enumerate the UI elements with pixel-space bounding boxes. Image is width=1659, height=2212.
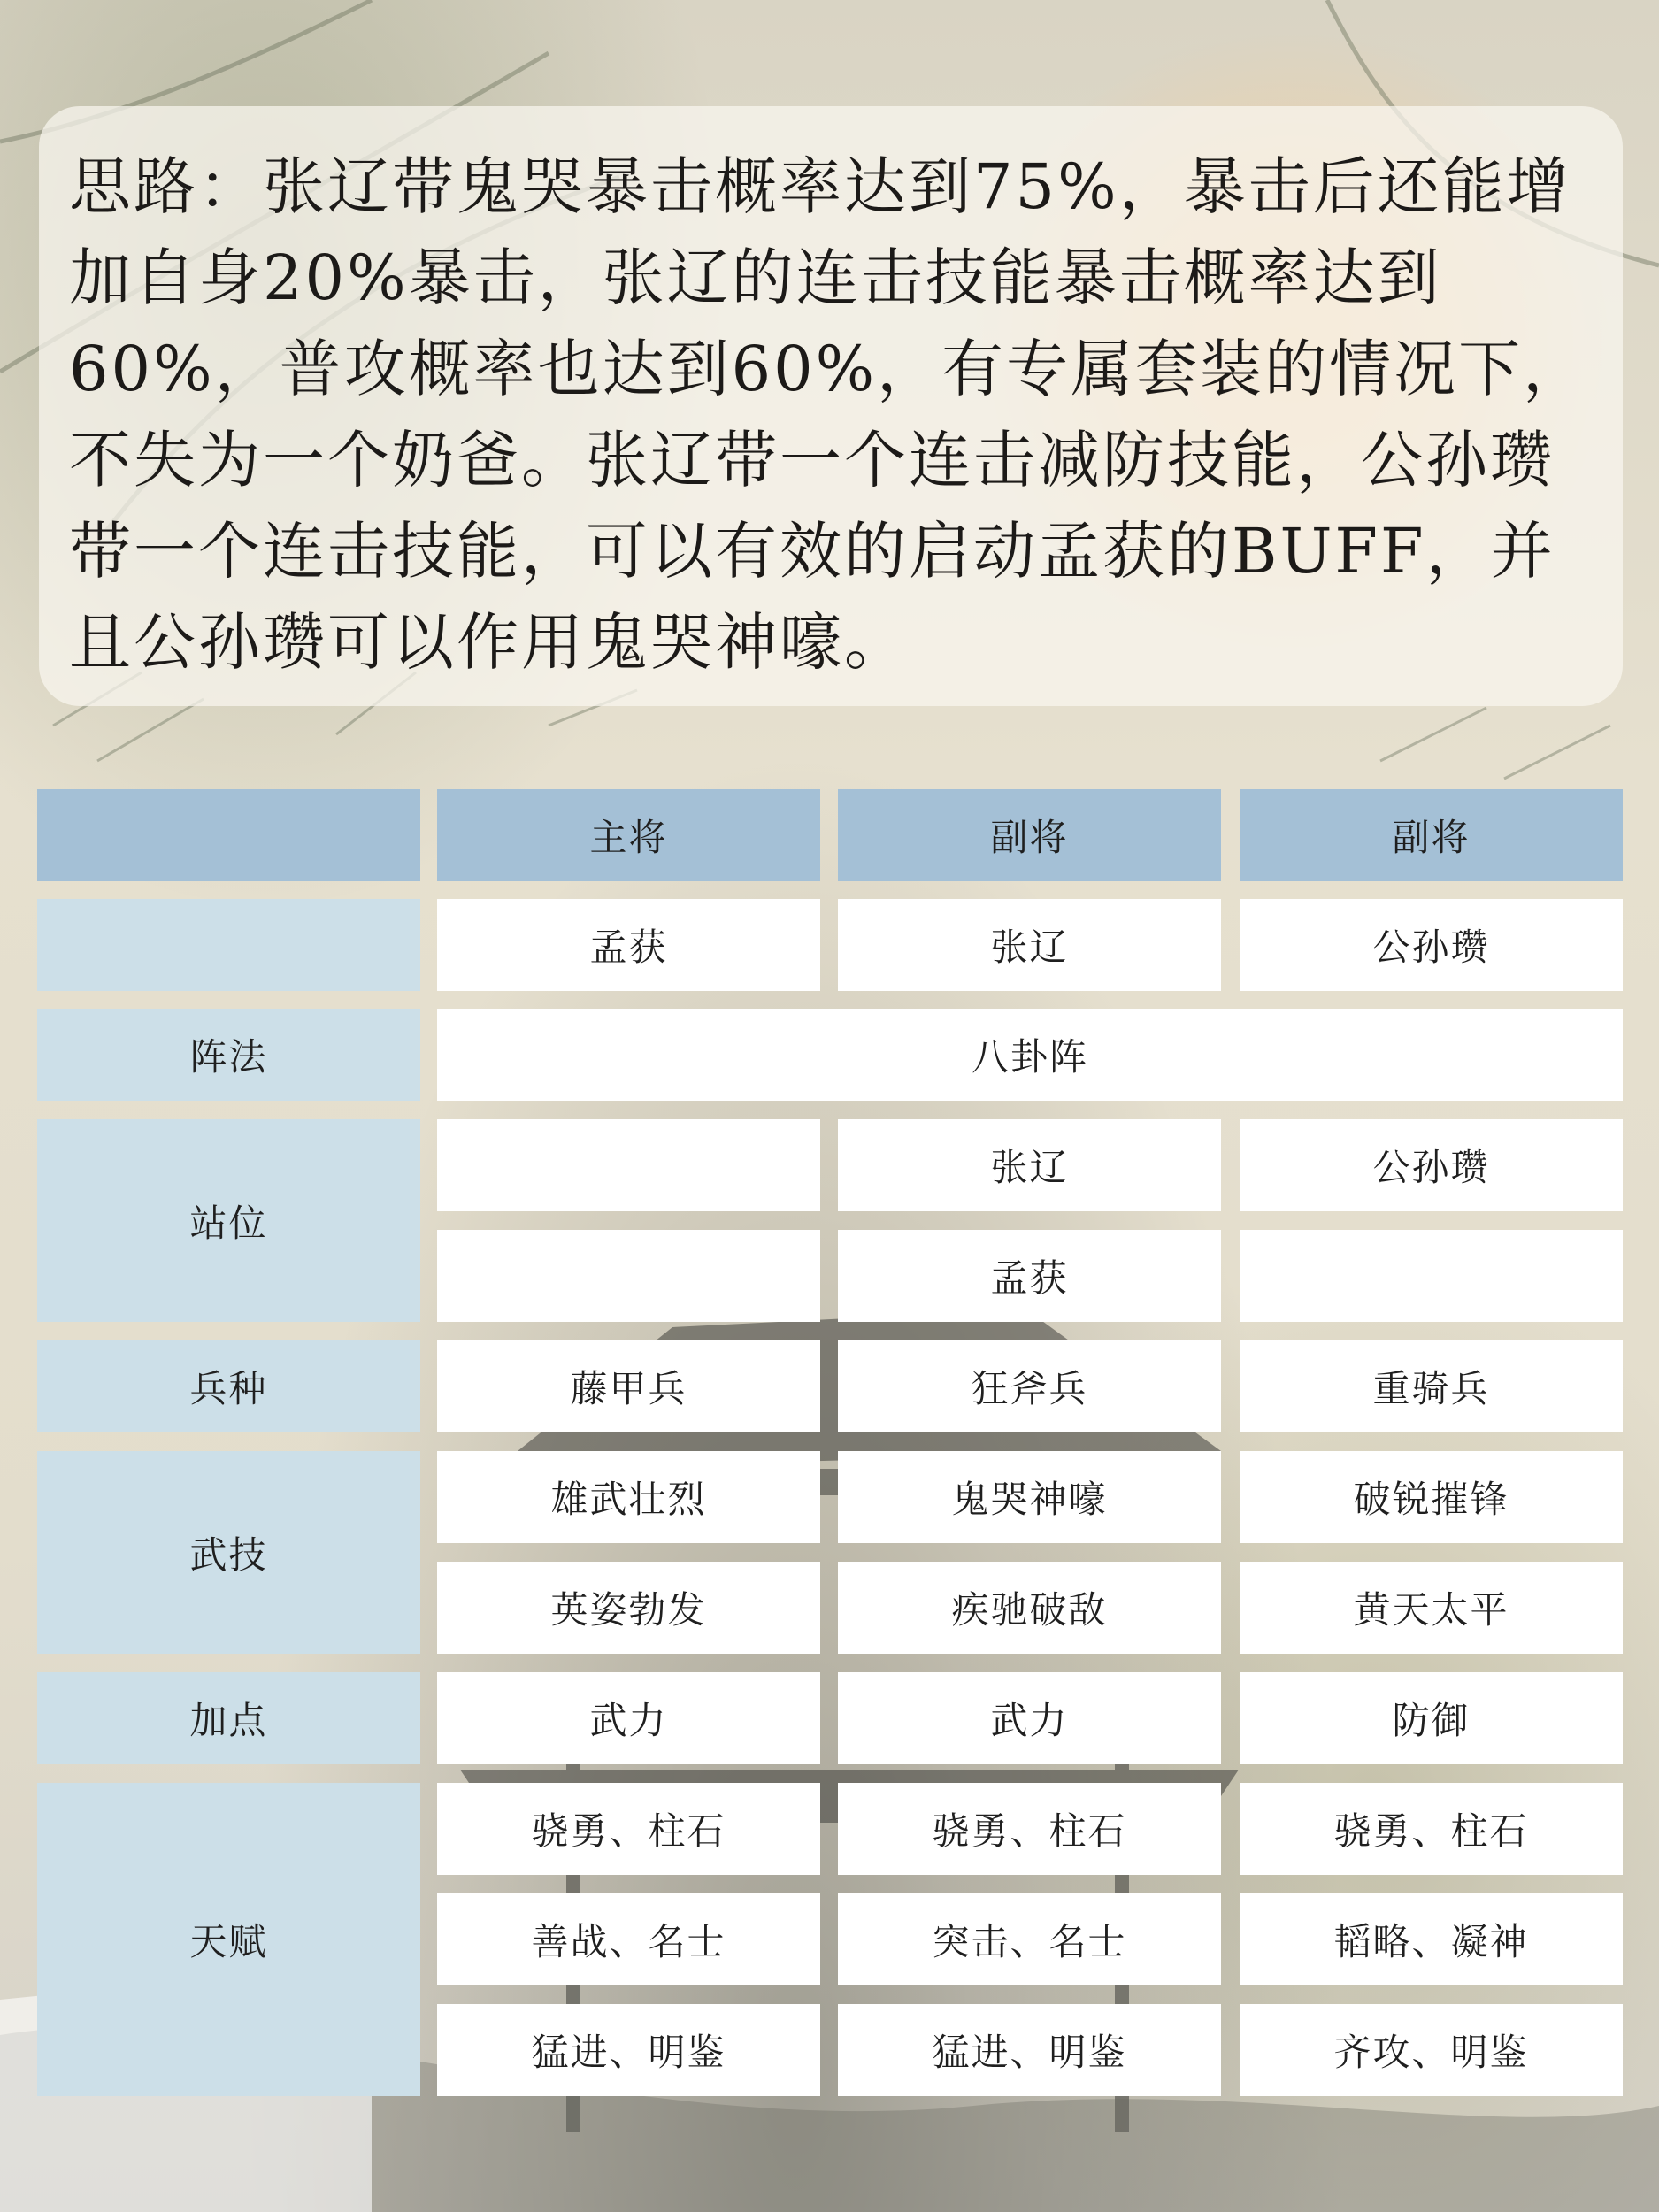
points-cell: 武力 (437, 1672, 820, 1764)
header-vice-general-2: 副将 (1240, 789, 1623, 881)
skills-row-2 (37, 1562, 1623, 1654)
position-cell (437, 1119, 820, 1211)
generals-row (37, 899, 1623, 991)
talents-row-2 (37, 1893, 1623, 1985)
talent-cell: 猛进、明鉴 (838, 2004, 1221, 2096)
troop-cell: 重骑兵 (1240, 1340, 1623, 1432)
talent-cell: 韬略、凝神 (1240, 1893, 1623, 1985)
position-cell: 公孙瓒 (1240, 1119, 1623, 1211)
position-cell: 张辽 (838, 1119, 1221, 1211)
skills-row-1 (37, 1451, 1623, 1543)
formation-label: 阵法 (37, 1009, 420, 1101)
points-cell: 武力 (838, 1672, 1221, 1764)
talent-cell: 猛进、明鉴 (437, 2004, 820, 2096)
skills-label: 武技 (37, 1451, 420, 1654)
skill-cell: 雄武壮烈 (437, 1451, 820, 1543)
talents-label: 天赋 (37, 1783, 420, 2096)
header-main-general: 主将 (437, 789, 820, 881)
position-label: 站位 (37, 1119, 420, 1322)
points-cell: 防御 (1240, 1672, 1623, 1764)
formation-value: 八卦阵 (437, 1009, 1623, 1101)
position-cell (437, 1230, 820, 1322)
position-row-2 (37, 1230, 1623, 1322)
skill-cell: 鬼哭神嚎 (838, 1451, 1221, 1543)
table-header-row (37, 789, 1623, 881)
skill-cell: 黄天太平 (1240, 1562, 1623, 1654)
header-vice-general-1: 副将 (838, 789, 1221, 881)
points-label: 加点 (37, 1672, 420, 1764)
talent-cell: 突击、名士 (838, 1893, 1221, 1985)
points-row (37, 1672, 1623, 1764)
talents-row-1 (37, 1783, 1623, 1875)
talent-cell: 骁勇、柱石 (1240, 1783, 1623, 1875)
talent-cell: 齐攻、明鉴 (1240, 2004, 1623, 2096)
troop-cell: 藤甲兵 (437, 1340, 820, 1432)
generals-label-cell (37, 899, 420, 991)
skill-cell: 疾驰破敌 (838, 1562, 1221, 1654)
position-cell: 孟获 (838, 1230, 1221, 1322)
general-vice-1-cell: 张辽 (838, 899, 1221, 991)
talent-cell: 骁勇、柱石 (437, 1783, 820, 1875)
talents-row-3 (37, 2004, 1623, 2096)
position-cell (1240, 1230, 1623, 1322)
troops-row (37, 1340, 1623, 1432)
header-corner-cell (37, 789, 420, 881)
strategy-note-card (39, 106, 1623, 706)
talent-cell: 骁勇、柱石 (838, 1783, 1221, 1875)
skill-cell: 破锐摧锋 (1240, 1451, 1623, 1543)
troops-label: 兵种 (37, 1340, 420, 1432)
position-row-1 (37, 1119, 1623, 1211)
troop-cell: 狂斧兵 (838, 1340, 1221, 1432)
general-main-cell: 孟获 (437, 899, 820, 991)
talent-cell: 善战、名士 (437, 1893, 820, 1985)
formation-row (37, 1009, 1623, 1101)
strategy-note-text: 思路：张辽带鬼哭暴击概率达到75%，暴击后还能增加自身20%暴击，张辽的连击技能暴击概率达到60%，普攻概率也达到60%，有专属套装的情况下，不失为一个奶爸。张辽带一个连击减防技能，公孙瓒带一个连击技能，可以有效的启动孟获的BUFF，并且公孙瓒可以作用鬼哭神嚎。 (69, 150, 1588, 679)
skill-cell: 英姿勃发 (437, 1562, 820, 1654)
general-vice-2-cell: 公孙瓒 (1240, 899, 1623, 991)
